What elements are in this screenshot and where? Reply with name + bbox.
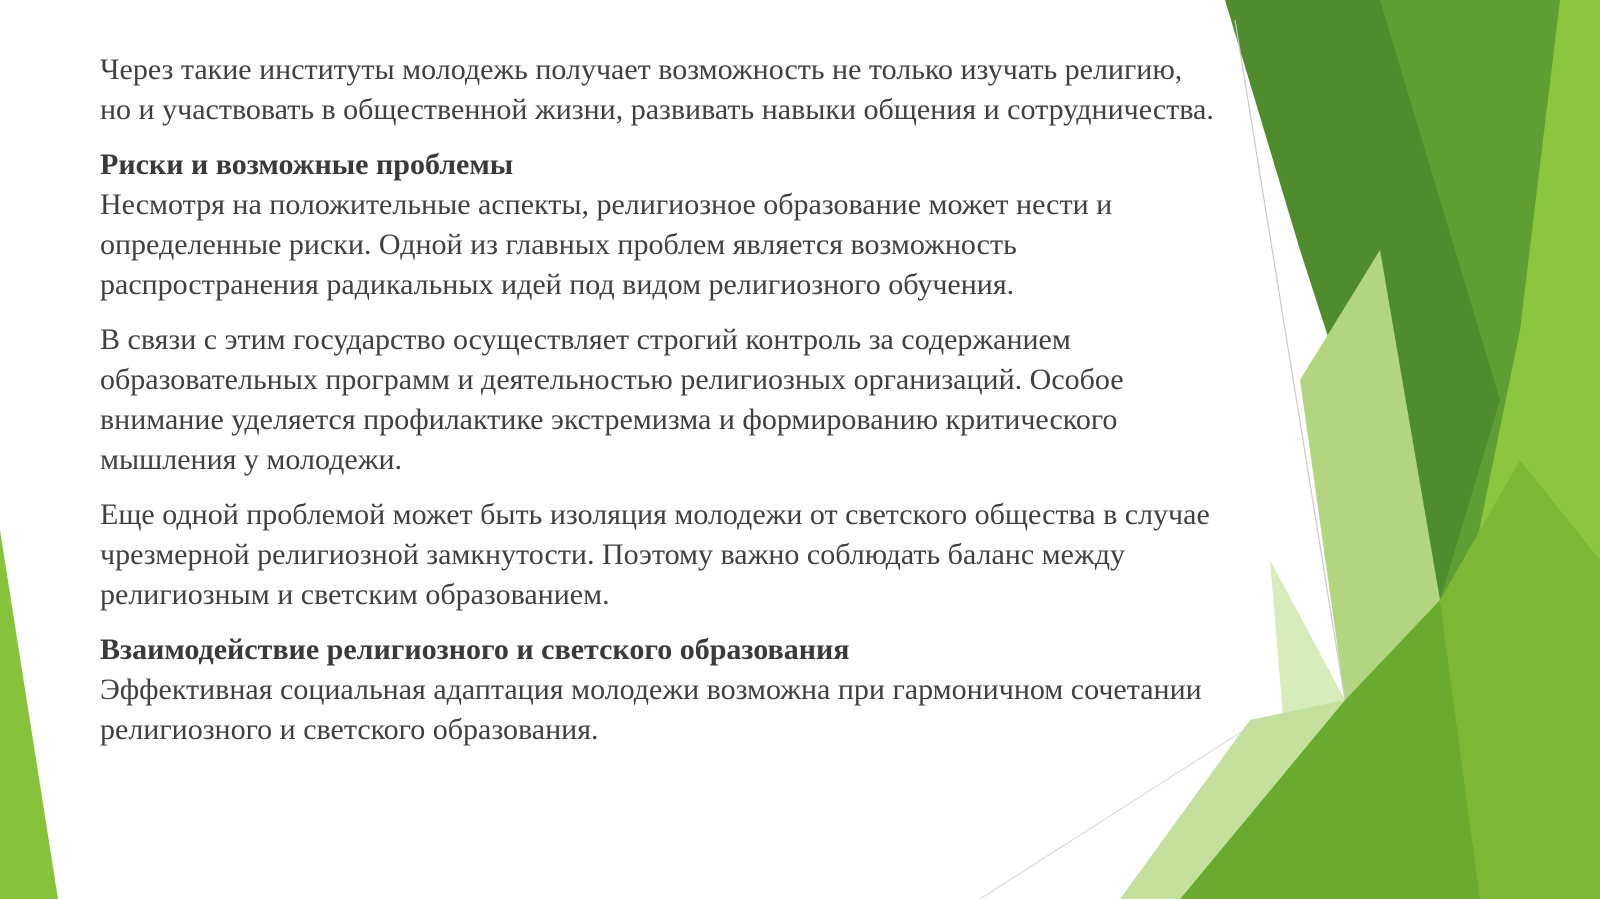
paragraph-2 [100,145,1220,305]
paragraph-1 [100,50,1220,130]
section-heading-interaction: Взаимодействие религиозного и светского образования [100,633,850,666]
paragraph-4 [100,495,1220,615]
paragraph-3 [100,320,1220,480]
paragraph-3-text: В связи с этим государство осуществляет строгий контроль за содержанием образовательных программ и деятельностью религиозных организаций. Особое внимание уделяется профилактике экстремизма и формированию критического мышления у молодежи. [100,323,1124,476]
section-heading-risks: Риски и возможные проблемы [100,148,514,181]
left-green-sliver [0,530,58,899]
paragraph-1-text: Через такие институты молодежь получает возможность не только изучать религию, но и участвовать в общественной жизни, развивать навыки общения и сотрудничества. [100,53,1214,126]
right-facet-lower-mid [1180,600,1480,899]
paragraph-5 [100,630,1220,750]
paragraph-2-text: Несмотря на положительные аспекты, религиозное образование может нести и определенные риски. Одной из главных проблем является возможность распространения радикальных идей под видом религиозного обучения. [100,188,1113,301]
paragraph-5-text: Эффективная социальная адаптация молодежи возможна при гармоничном сочетании религиозного и светского образования. [100,673,1202,746]
paragraph-4-text: Еще одной проблемой может быть изоляция молодежи от светского общества в случае чрезмерной религиозной замкнутости. Поэтому важно соблюдать баланс между религиозным и светским образованием. [100,498,1210,611]
slide-text-body [100,50,1220,765]
